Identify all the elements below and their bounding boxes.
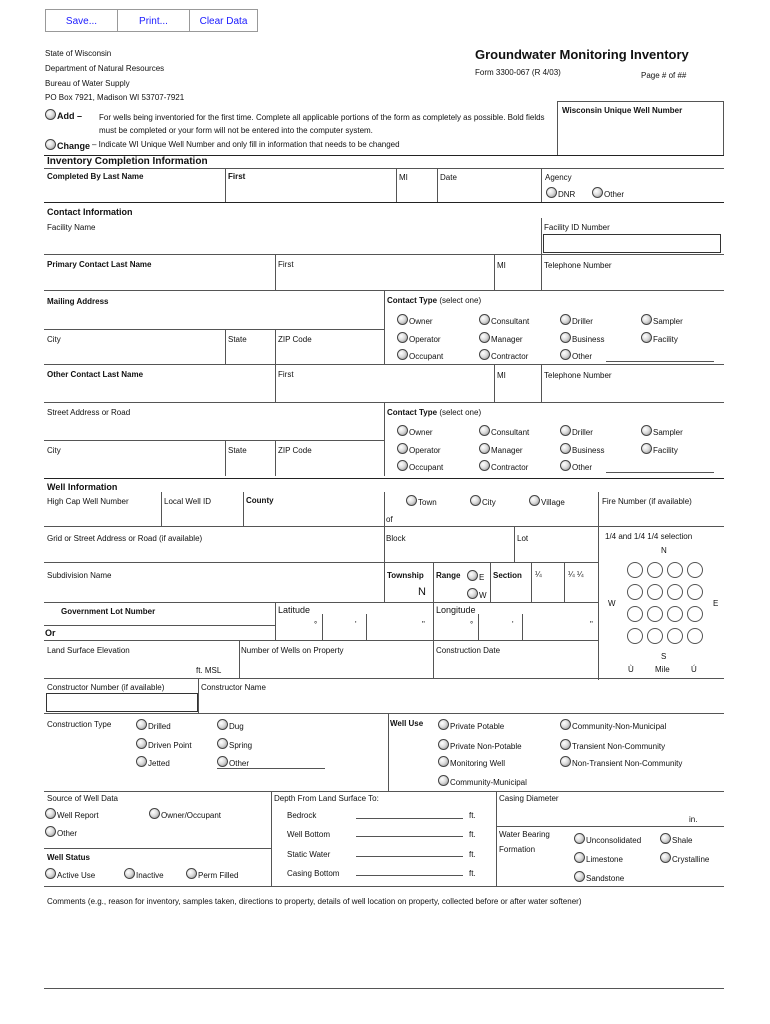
- quarter-cell[interactable]: [667, 628, 683, 644]
- radio-icon: [641, 443, 652, 454]
- radio-icon: [136, 719, 147, 730]
- other-state-label: State: [228, 446, 247, 455]
- spring-radio[interactable]: Spring: [217, 738, 252, 750]
- radio-icon: [560, 739, 571, 750]
- radio-icon: [438, 756, 449, 767]
- high-cap-label: High Cap Well Number: [47, 497, 129, 506]
- compass-w: W: [608, 599, 616, 608]
- radio-icon: [438, 739, 449, 750]
- type-consultant-2[interactable]: Consultant: [479, 425, 529, 437]
- well-info-heading: Well Information: [47, 482, 118, 492]
- mailing-zip-label: ZIP Code: [278, 335, 312, 344]
- subdivision-label: Subdivision Name: [47, 571, 112, 580]
- sandstone-radio[interactable]: Sandstone: [574, 871, 624, 883]
- unique-well-number-label: Wisconsin Unique Well Number: [562, 106, 683, 115]
- range-label: Range: [436, 571, 461, 580]
- radio-icon: [546, 187, 557, 198]
- facility-id-label: Facility ID Number: [544, 223, 610, 232]
- township-label: Township: [387, 571, 424, 580]
- form-number: Form 3300-067 (R 4/03): [475, 68, 561, 77]
- radio-icon: [641, 314, 652, 325]
- type-other-2[interactable]: Other: [560, 460, 592, 472]
- well-bottom-input[interactable]: [356, 836, 463, 837]
- radio-icon: [136, 738, 147, 749]
- well-report-radio[interactable]: Well Report: [45, 808, 99, 820]
- monitoring-well-radio[interactable]: Monitoring Well: [438, 756, 505, 768]
- or-label: Or: [45, 628, 56, 638]
- radio-icon: [560, 314, 571, 325]
- constructor-number-input[interactable]: [46, 693, 198, 712]
- section-label: Section: [493, 571, 522, 580]
- village-radio[interactable]: Village: [529, 495, 565, 507]
- completion-mi-label: MI: [399, 173, 408, 182]
- well-status-label: Well Status: [47, 853, 90, 862]
- city-radio[interactable]: City: [470, 495, 496, 507]
- lat-sec: ": [422, 620, 425, 629]
- casing-bottom-input[interactable]: [356, 875, 463, 876]
- primary-phone-label: Telephone Number: [544, 261, 612, 270]
- radio-icon: [397, 314, 408, 325]
- unconsolidated-radio[interactable]: Unconsolidated: [574, 833, 641, 845]
- clear-data-button[interactable]: Clear Data: [189, 9, 258, 32]
- well-bottom-label: Well Bottom: [287, 830, 330, 839]
- active-use-radio[interactable]: Active Use: [45, 868, 95, 880]
- static-water-ft: ft.: [469, 850, 476, 859]
- radio-icon: [149, 808, 160, 819]
- radio-icon: [438, 719, 449, 730]
- type-operator-1[interactable]: Operator: [397, 332, 441, 344]
- type-sampler-2[interactable]: Sampler: [641, 425, 683, 437]
- type-other-1[interactable]: Other: [560, 349, 592, 361]
- print-button[interactable]: Print...: [117, 9, 190, 32]
- source-label: Source of Well Data: [47, 794, 118, 803]
- lon-deg: °: [470, 620, 474, 629]
- save-button[interactable]: Save...: [45, 9, 118, 32]
- radio-icon: [45, 139, 56, 150]
- quarter-cell[interactable]: [647, 606, 663, 622]
- radio-icon: [479, 425, 490, 436]
- radio-icon: [124, 868, 135, 879]
- driven-point-radio[interactable]: Driven Point: [136, 738, 192, 750]
- other-contact-last-label: Other Contact Last Name: [47, 370, 144, 379]
- radio-icon: [660, 833, 671, 844]
- non-transient-radio[interactable]: Non-Transient Non-Community: [560, 756, 682, 768]
- form-title: Groundwater Monitoring Inventory: [475, 47, 689, 62]
- type-sampler-1[interactable]: Sampler: [641, 314, 683, 326]
- quarter-cell[interactable]: [687, 628, 703, 644]
- quarter-cell[interactable]: [627, 584, 643, 600]
- primary-mi-label: MI: [497, 261, 506, 270]
- inactive-radio[interactable]: Inactive: [124, 868, 164, 880]
- radio-icon: [574, 833, 585, 844]
- quarter-label: ¼: [535, 570, 542, 579]
- bedrock-input[interactable]: [356, 818, 463, 819]
- construction-date-label: Construction Date: [436, 646, 501, 655]
- grid-address-label: Grid or Street Address or Road (if available): [47, 534, 203, 543]
- type-contractor-2[interactable]: Contractor: [479, 460, 528, 472]
- lon-min: ': [512, 620, 514, 629]
- type-facility-1[interactable]: Facility: [641, 332, 678, 344]
- lat-min: ': [355, 620, 357, 629]
- street-address-label: Street Address or Road: [47, 408, 131, 417]
- radio-icon: [592, 187, 603, 198]
- contact-heading: Contact Information: [47, 207, 133, 217]
- type-business-2[interactable]: Business: [560, 443, 604, 455]
- static-water-label: Static Water: [287, 850, 331, 859]
- radio-icon: [217, 756, 228, 767]
- quarter-cell[interactable]: [667, 562, 683, 578]
- org-line-1: State of Wisconsin: [45, 49, 112, 58]
- type-owner-1[interactable]: Owner: [397, 314, 433, 326]
- other-first-label: First: [278, 370, 294, 379]
- quarter-cell[interactable]: [667, 584, 683, 600]
- contact-type-label-1: Contact Type (select one): [387, 296, 482, 305]
- local-well-id-label: Local Well ID: [164, 497, 211, 506]
- number-of-wells-label: Number of Wells on Property: [241, 646, 344, 655]
- transient-non-community-radio[interactable]: Transient Non-Community: [560, 739, 665, 751]
- elevation-label: Land Surface Elevation: [47, 646, 130, 655]
- radio-icon: [479, 314, 490, 325]
- type-manager-1[interactable]: Manager: [479, 332, 523, 344]
- owner-occupant-radio[interactable]: Owner/Occupant: [149, 808, 221, 820]
- latitude-label: Latitude: [278, 605, 311, 615]
- shale-radio[interactable]: Shale: [660, 833, 692, 845]
- mile-label: Mile: [655, 665, 670, 674]
- org-line-4: PO Box 7921, Madison WI 53707-7921: [45, 93, 185, 102]
- change-radio[interactable]: Change: [45, 139, 90, 151]
- construction-type-label: Construction Type: [47, 720, 112, 729]
- radio-icon: [479, 443, 490, 454]
- township-n: N: [418, 586, 426, 598]
- radio-icon: [560, 425, 571, 436]
- mile-arrow-left: Ù: [628, 665, 634, 674]
- water-bearing-label: Water Bearing: [499, 830, 550, 839]
- radio-icon: [641, 332, 652, 343]
- add-text-2: must be completed or your form will not be entered into the computer system.: [99, 126, 373, 135]
- quarter-cell[interactable]: [687, 562, 703, 578]
- add-radio[interactable]: Add –: [45, 109, 82, 121]
- other-mi-label: MI: [497, 371, 506, 380]
- quarter-cell[interactable]: [627, 562, 643, 578]
- longitude-label: Longitude: [436, 605, 476, 615]
- radio-icon: [397, 349, 408, 360]
- radio-icon: [470, 495, 481, 506]
- contact-type-label-2: Contact Type (select one): [387, 408, 482, 417]
- page-number: Page # of ##: [641, 71, 687, 80]
- quarter-selection-label: 1/4 and 1/4 1/4 selection: [605, 532, 693, 541]
- type-occupant-2[interactable]: Occupant: [397, 460, 443, 472]
- radio-icon: [397, 443, 408, 454]
- type-operator-2[interactable]: Operator: [397, 443, 441, 455]
- radio-icon: [217, 719, 228, 730]
- lon-sec: ": [590, 620, 593, 629]
- type-business-1[interactable]: Business: [560, 332, 604, 344]
- type-owner-2[interactable]: Owner: [397, 425, 433, 437]
- county-label: County: [246, 496, 274, 505]
- compass-n: N: [661, 546, 667, 555]
- radio-icon: [479, 332, 490, 343]
- private-non-potable-radio[interactable]: Private Non-Potable: [438, 739, 522, 751]
- radio-icon: [45, 808, 56, 819]
- completion-first-label: First: [228, 172, 246, 181]
- quarter-cell[interactable]: [647, 628, 663, 644]
- radio-icon: [217, 738, 228, 749]
- range-e-radio[interactable]: E: [467, 570, 484, 582]
- constructor-name-label: Constructor Name: [201, 683, 266, 692]
- add-text-1: For wells being inventoried for the first time. Complete all applicable portions of the form as completely as possible. Bold fields: [99, 113, 545, 122]
- radio-icon: [397, 332, 408, 343]
- casing-bottom-ft: ft.: [469, 869, 476, 878]
- crystalline-radio[interactable]: Crystalline: [660, 852, 709, 864]
- perm-filled-radio[interactable]: Perm Filled: [186, 868, 238, 880]
- radio-icon: [641, 425, 652, 436]
- unique-well-number-input[interactable]: [560, 120, 720, 152]
- quarter-cell[interactable]: [647, 584, 663, 600]
- well-bottom-ft: ft.: [469, 830, 476, 839]
- completion-date-label: Date: [440, 173, 457, 182]
- formation-label: Formation: [499, 845, 536, 854]
- limestone-radio[interactable]: Limestone: [574, 852, 623, 864]
- mailing-city-label: City: [47, 335, 61, 344]
- mailing-address-label: Mailing Address: [47, 297, 109, 306]
- town-radio[interactable]: Town: [406, 495, 437, 507]
- quarter-quarter-label: ¼ ¼: [568, 570, 584, 579]
- other-phone-label: Telephone Number: [544, 371, 612, 380]
- quarter-cell[interactable]: [667, 606, 683, 622]
- depth-label: Depth From Land Surface To:: [274, 794, 379, 803]
- type-other-input-1[interactable]: [606, 361, 714, 362]
- radio-icon: [560, 719, 571, 730]
- quarter-cell[interactable]: [687, 606, 703, 622]
- type-consultant-1[interactable]: Consultant: [479, 314, 529, 326]
- radio-icon: [560, 332, 571, 343]
- completed-by-last-label: Completed By Last Name: [47, 172, 144, 181]
- bedrock-label: Bedrock: [287, 811, 317, 820]
- radio-icon: [574, 871, 585, 882]
- bedrock-ft: ft.: [469, 811, 476, 820]
- agency-label: Agency: [545, 173, 572, 182]
- casing-diameter-label: Casing Diameter: [499, 794, 559, 803]
- org-line-2: Department of Natural Resources: [45, 64, 165, 73]
- lat-deg: °: [314, 620, 318, 629]
- quarter-cell[interactable]: [687, 584, 703, 600]
- msl-label: ft. MSL: [196, 666, 222, 675]
- construction-other-radio[interactable]: Other: [217, 756, 249, 768]
- radio-icon: [397, 460, 408, 471]
- type-driller-1[interactable]: Driller: [560, 314, 593, 326]
- primary-first-label: First: [278, 260, 294, 269]
- radio-icon: [45, 868, 56, 879]
- radio-icon: [467, 570, 478, 581]
- comments-label: Comments (e.g., reason for inventory, samples taken, directions to property, details of well location on property, collected before or after water softener): [47, 897, 582, 906]
- other-zip-label: ZIP Code: [278, 446, 312, 455]
- static-water-input[interactable]: [356, 856, 463, 857]
- fire-number-label: Fire Number (if available): [602, 497, 692, 506]
- other-city-label: City: [47, 446, 61, 455]
- radio-icon: [406, 495, 417, 506]
- range-w-radio[interactable]: W: [467, 588, 487, 600]
- facility-id-input[interactable]: [543, 234, 721, 253]
- casing-bottom-label: Casing Bottom: [287, 869, 340, 878]
- compass-s: S: [661, 652, 667, 661]
- mile-arrow-right: Ú: [691, 665, 697, 674]
- mailing-state-label: State: [228, 335, 247, 344]
- radio-icon: [467, 588, 478, 599]
- radio-icon: [45, 826, 56, 837]
- casing-diameter-unit: in.: [689, 815, 698, 824]
- facility-name-label: Facility Name: [47, 223, 96, 232]
- radio-icon: [560, 460, 571, 471]
- block-label: Block: [386, 534, 406, 543]
- comments-input[interactable]: [46, 910, 722, 984]
- of-label: of: [386, 515, 393, 524]
- source-other-radio[interactable]: Other: [45, 826, 77, 838]
- radio-icon: [529, 495, 540, 506]
- radio-icon: [136, 756, 147, 767]
- completion-heading: Inventory Completion Information: [47, 156, 208, 167]
- quarter-cell[interactable]: [627, 606, 643, 622]
- dug-radio[interactable]: Dug: [217, 719, 244, 731]
- radio-icon: [479, 349, 490, 360]
- type-manager-2[interactable]: Manager: [479, 443, 523, 455]
- quarter-cell[interactable]: [627, 628, 643, 644]
- lot-label: Lot: [517, 534, 529, 543]
- radio-icon: [479, 460, 490, 471]
- type-contractor-1[interactable]: Contractor: [479, 349, 528, 361]
- community-municipal-radio[interactable]: Community-Municipal: [438, 775, 527, 787]
- dnr-radio[interactable]: DNR: [546, 187, 575, 199]
- type-driller-2[interactable]: Driller: [560, 425, 593, 437]
- radio-icon: [186, 868, 197, 879]
- radio-icon: [438, 775, 449, 786]
- radio-icon: [560, 443, 571, 454]
- radio-icon: [397, 425, 408, 436]
- radio-icon: [574, 852, 585, 863]
- community-non-municipal-radio[interactable]: Community-Non-Municipal: [560, 719, 666, 731]
- private-potable-radio[interactable]: Private Potable: [438, 719, 504, 731]
- well-use-label: Well Use: [390, 719, 424, 728]
- compass-e: E: [713, 599, 719, 608]
- gov-lot-label: Government Lot Number: [61, 607, 156, 616]
- construction-other-input[interactable]: [217, 768, 325, 769]
- type-occupant-1[interactable]: Occupant: [397, 349, 443, 361]
- constructor-number-label: Constructor Number (if available): [47, 683, 165, 692]
- radio-icon: [45, 109, 56, 120]
- type-other-input-2[interactable]: [606, 472, 714, 473]
- org-line-3: Bureau of Water Supply: [45, 79, 130, 88]
- radio-icon: [660, 852, 671, 863]
- quarter-cell[interactable]: [647, 562, 663, 578]
- radio-icon: [560, 349, 571, 360]
- radio-icon: [560, 756, 571, 767]
- change-text: – Indicate WI Unique Well Number and only fill in information that needs to be changed: [92, 140, 400, 149]
- jetted-radio[interactable]: Jetted: [136, 756, 170, 768]
- primary-contact-last-label: Primary Contact Last Name: [47, 260, 152, 269]
- type-facility-2[interactable]: Facility: [641, 443, 678, 455]
- drilled-radio[interactable]: Drilled: [136, 719, 171, 731]
- agency-other-radio[interactable]: Other: [592, 187, 624, 199]
